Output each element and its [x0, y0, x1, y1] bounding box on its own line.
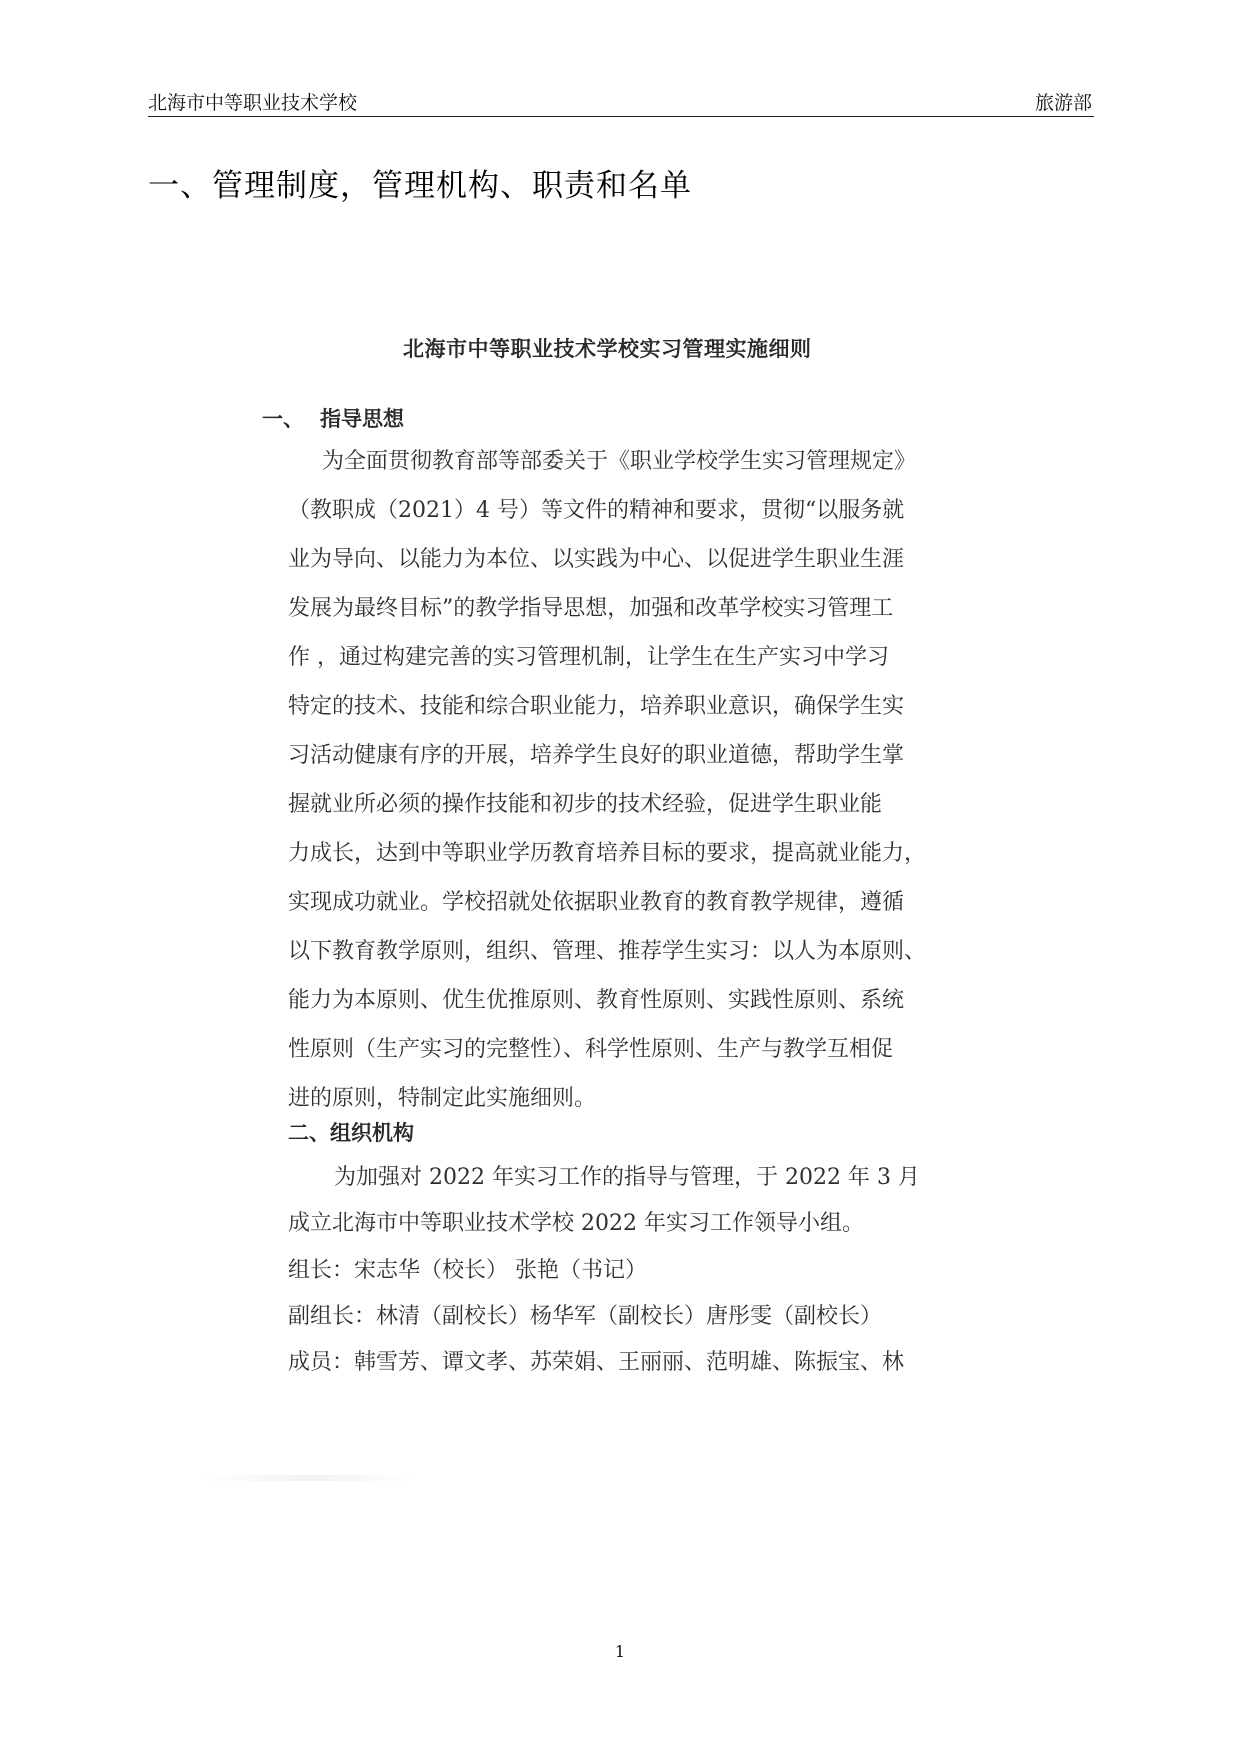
section-title: 一、管理制度，管理机构、职责和名单	[148, 168, 692, 204]
section1-number: 一、	[262, 407, 304, 431]
section2-line: 为加强对 2022 年实习工作的指导与管理，于 2022 年 3 月	[334, 1165, 920, 1190]
section1-heading	[262, 403, 404, 433]
section2-line: 成员：韩雪芳、谭文孝、苏荣娟、王丽丽、范明雄、陈振宝、林	[288, 1350, 905, 1375]
section1-line: （教职成（2021）4 号）等文件的精神和要求，贯彻“以服务就	[288, 498, 905, 523]
section1-line: 力成长，达到中等职业学历教育培养目标的要求，提高就业能力，	[288, 841, 927, 866]
section1-line: 进的原则，特制定此实施细则。	[288, 1086, 597, 1111]
page-header	[148, 84, 1094, 117]
section1-line: 发展为最终目标”的教学指导思想，加强和改革学校实习管理工	[288, 596, 894, 621]
section1-line: 习活动健康有序的开展，培养学生良好的职业道德，帮助学生掌	[288, 743, 905, 768]
section1-line: 能力为本原则、优生优推原则、教育性原则、实践性原则、系统	[288, 988, 905, 1013]
section1-line: 以下教育教学原则，组织、管理、推荐学生实习：以人为本原则、	[288, 939, 927, 964]
header-department: 旅游部	[1034, 92, 1092, 114]
section1-line: 为全面贯彻教育部等部委关于《职业学校学生实习管理规定》	[322, 449, 917, 474]
section2-line: 成立北海市中等职业技术学校 2022 年实习工作领导小组。	[288, 1211, 864, 1236]
section2-line: 组长：宋志华（校长） 张艳（书记）	[288, 1258, 647, 1283]
section1-line: 作 ，通过构建完善的实习管理机制，让学生在生产实习中学习	[288, 645, 889, 670]
section2-heading: 二、组织机构	[288, 1121, 414, 1145]
section1-heading-text: 指导思想	[320, 407, 404, 431]
section1-line: 实现成功就业。学校招就处依据职业教育的教育教学规律，遵循	[288, 890, 905, 915]
page-number: 1	[614, 1642, 626, 1661]
scan-smudge	[200, 1475, 420, 1481]
section1-line: 特定的技术、技能和综合职业能力，培养职业意识，确保学生实	[288, 694, 905, 719]
section1-line: 握就业所必须的操作技能和初步的技术经验，促进学生职业能	[288, 792, 883, 817]
document-title: 北海市中等职业技术学校实习管理实施细则	[403, 337, 812, 361]
scanned-document	[0, 300, 1240, 1400]
section2-line: 副组长：林清（副校长）杨华军（副校长）唐彤雯（副校长）	[288, 1304, 883, 1329]
section1-line: 业为导向、以能力为本位、以实践为中心、以促进学生职业生涯	[288, 547, 905, 572]
section1-line: 性原则（生产实习的完整性）、科学性原则、生产与教学互相促	[288, 1037, 894, 1062]
header-school-name: 北海市中等职业技术学校	[148, 92, 358, 114]
